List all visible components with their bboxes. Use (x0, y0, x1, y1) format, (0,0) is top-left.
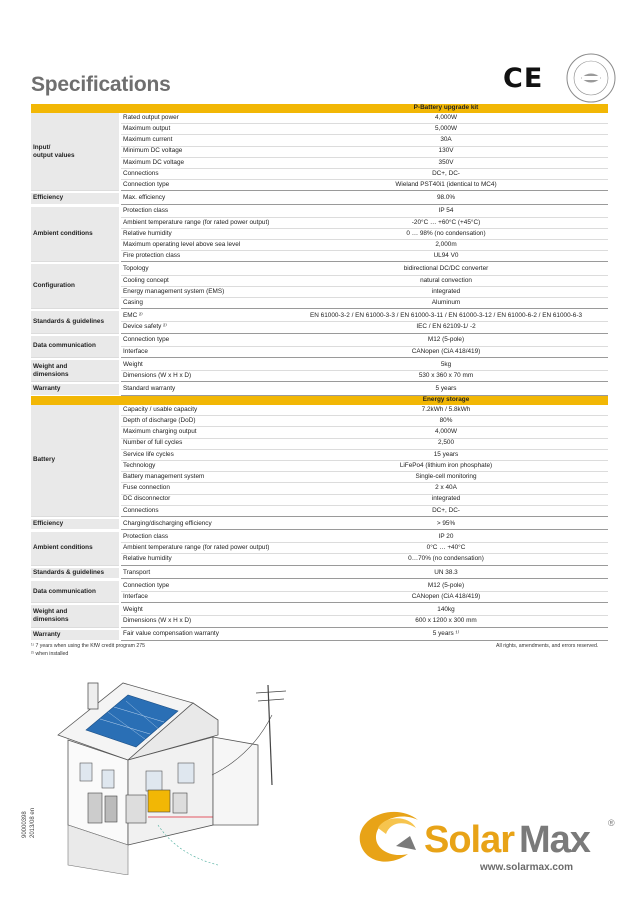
table-row (31, 405, 608, 416)
parameter-label: Number of full cycles (120, 438, 284, 449)
category-label (31, 311, 120, 333)
parameter-label: Maximum DC voltage (120, 157, 284, 168)
category-label-line: Warranty (33, 630, 61, 638)
parameter-value: 0°C … +40°C (284, 543, 608, 554)
parameter-value: M12 (5-pole) (284, 581, 608, 592)
category-label-line: Ambient conditions (33, 544, 93, 552)
category-label (31, 113, 120, 191)
parameter-value: 80% (284, 416, 608, 427)
category-label (31, 605, 120, 627)
parameter-value: > 95% (284, 519, 608, 530)
table-row (31, 311, 608, 322)
footnote-1: ¹⁾ 7 years when using the KfW credit program 275 (31, 643, 146, 649)
parameter-value: CANopen (CiA 418/419) (284, 346, 608, 357)
parameter-label: Device safety ²⁾ (120, 322, 284, 333)
parameter-label: Ambient temperature range (for rated power output) (120, 217, 284, 228)
parameter-value: 600 x 1200 x 300 mm (284, 616, 608, 627)
parameter-value: integrated (284, 494, 608, 505)
parameter-label: Maximum charging output (120, 427, 284, 438)
parameter-label: Casing (120, 298, 284, 309)
parameter-value: -20°C … +60°C (+45°C) (284, 217, 608, 228)
parameter-label: Rated output power (120, 113, 284, 124)
solarmax-logo (356, 806, 618, 868)
parameter-value: 5,000W (284, 124, 608, 135)
table-row (31, 264, 608, 275)
rights-notice: All rights, amendments, and errors reserved. (496, 643, 599, 649)
parameter-label: Connections (120, 505, 284, 516)
category-label-line: Data communication (33, 342, 96, 350)
parameter-label: Interface (120, 346, 284, 357)
category-label (31, 519, 120, 530)
parameter-label: DC disconnector (120, 494, 284, 505)
parameter-label: Relative humidity (120, 228, 284, 239)
specs-table-energy-storage (31, 396, 608, 641)
table-header-title: P-Battery upgrade kit (284, 104, 608, 113)
parameter-label: Cooling concept (120, 275, 284, 286)
parameter-label: Fuse connection (120, 483, 284, 494)
parameter-label: Dimensions (W x H x D) (120, 371, 284, 382)
parameter-label: Technology (120, 460, 284, 471)
table-header-row (31, 104, 608, 113)
category-label (31, 405, 120, 516)
parameter-label: Service life cycles (120, 449, 284, 460)
parameter-label: Connection type (120, 180, 284, 191)
parameter-value: 15 years (284, 449, 608, 460)
table-row (31, 519, 608, 530)
category-label (31, 568, 120, 579)
parameter-value: 2,000m (284, 240, 608, 251)
category-label-line: Ambient conditions (33, 229, 93, 237)
parameter-value: 5kg (284, 360, 608, 371)
parameter-label: Minimum DC voltage (120, 146, 284, 157)
parameter-label: Maximum output (120, 124, 284, 135)
table-header-row (31, 396, 608, 405)
parameter-value: 2 x 40A (284, 483, 608, 494)
document-reference (22, 808, 37, 838)
header-cell-empty (120, 104, 284, 113)
parameter-label: Depth of discharge (DoD) (120, 416, 284, 427)
category-label-line: Warranty (33, 385, 61, 393)
parameter-value: 5 years (284, 384, 608, 395)
category-label-line: Weight and (33, 362, 68, 370)
parameter-value: 4,000W (284, 427, 608, 438)
parameter-value: 0…70% (no condensation) (284, 554, 608, 565)
parameter-value: IP 20 (284, 532, 608, 543)
category-label (31, 532, 120, 565)
parameter-value: bidirectional DC/DC converter (284, 264, 608, 275)
parameter-value: IP 54 (284, 207, 608, 218)
ce-mark: CE (503, 63, 544, 94)
parameter-label: Standard warranty (120, 384, 284, 395)
parameter-value: Wieland PST40i1 (identical to MC4) (284, 180, 608, 191)
parameter-value: 4,000W (284, 113, 608, 124)
table-row (31, 605, 608, 616)
parameter-value: CANopen (CiA 418/419) (284, 592, 608, 603)
category-label-line: Efficiency (33, 519, 64, 527)
parameter-label: Energy management system (EMS) (120, 286, 284, 297)
table-row (31, 568, 608, 579)
website-url: www.solarmax.com (480, 862, 573, 873)
footnote-2: ²⁾ when installed (31, 651, 69, 657)
parameter-value: IEC / EN 62109-1/ -2 (284, 322, 608, 333)
parameter-label: Ambient temperature range (for rated power output) (120, 543, 284, 554)
table-row (31, 581, 608, 592)
table-header-title: Energy storage (284, 396, 608, 405)
category-label (31, 581, 120, 603)
parameter-value: Aluminum (284, 298, 608, 309)
parameter-label: Dimensions (W x H x D) (120, 616, 284, 627)
parameter-label: Fair value compensation warranty (120, 630, 284, 641)
page-title: Specifications (31, 73, 171, 96)
parameter-label: Weight (120, 360, 284, 371)
table-row (31, 193, 608, 204)
parameter-label: Connections (120, 168, 284, 179)
category-label-line: Input/ (33, 143, 51, 151)
table-row (31, 113, 608, 124)
parameter-label: Transport (120, 568, 284, 579)
category-label-line: dimensions (33, 615, 69, 623)
category-label-line: dimensions (33, 370, 69, 378)
parameter-value: 7.2kWh / 5.8kWh (284, 405, 608, 416)
specs-table-battery-kit (31, 104, 608, 396)
table-row (31, 336, 608, 347)
parameter-label: Topology (120, 264, 284, 275)
category-label-line: Standards & guidelines (33, 568, 105, 576)
parameter-value: 530 x 360 x 70 mm (284, 371, 608, 382)
category-label-line: output values (33, 151, 75, 159)
category-label (31, 630, 120, 641)
table-row (31, 360, 608, 371)
category-label (31, 193, 120, 204)
parameter-value: EN 61000-3-2 / EN 61000-3-3 / EN 61000-3-11 / EN 61000-3-12 / EN 61000-6-2 / EN 61000-6-3 (284, 311, 608, 322)
parameter-value: 140kg (284, 605, 608, 616)
parameter-value: UL94 V0 (284, 251, 608, 262)
document-number: 90000398 (22, 811, 28, 838)
parameter-value: 98.0% (284, 193, 608, 204)
parameter-label: Battery management system (120, 472, 284, 483)
parameter-label: Weight (120, 605, 284, 616)
parameter-value: M12 (5-pole) (284, 336, 608, 347)
svg-text:®: ® (608, 818, 615, 828)
house-installation-illustration (28, 675, 298, 875)
parameter-value: LiFePo4 (lithium iron phosphate) (284, 460, 608, 471)
svg-text:Max: Max (519, 819, 590, 861)
parameter-value: DC+, DC- (284, 505, 608, 516)
table-row (31, 630, 608, 641)
header-cell-empty (120, 396, 284, 405)
parameter-label: Maximum operating level above sea level (120, 240, 284, 251)
parameter-value: 2,500 (284, 438, 608, 449)
parameter-label: EMC ²⁾ (120, 311, 284, 322)
parameter-label: Capacity / usable capacity (120, 405, 284, 416)
parameter-value: 350V (284, 157, 608, 168)
parameter-label: Protection class (120, 532, 284, 543)
document-date: 2013/08 en (29, 807, 36, 838)
certified-product-seal-icon (565, 52, 617, 104)
parameter-label: Maximum current (120, 135, 284, 146)
parameter-label: Relative humidity (120, 554, 284, 565)
parameter-label: Connection type (120, 336, 284, 347)
header-cell-empty (31, 396, 120, 405)
header-cell-empty (31, 104, 120, 113)
category-label (31, 207, 120, 262)
parameter-label: Max. efficiency (120, 193, 284, 204)
parameter-value: natural convection (284, 275, 608, 286)
parameter-value: DC+, DC- (284, 168, 608, 179)
parameter-value: UN 38.3 (284, 568, 608, 579)
parameter-label: Protection class (120, 207, 284, 218)
category-label (31, 360, 120, 382)
category-label-line: Efficiency (33, 194, 64, 202)
category-label-line: Standards & guidelines (33, 317, 105, 325)
parameter-label: Charging/discharging efficiency (120, 519, 284, 530)
parameter-label: Fire protection class (120, 251, 284, 262)
category-label-line: Configuration (33, 282, 75, 290)
category-label (31, 336, 120, 358)
table-row (31, 207, 608, 218)
parameter-value: 5 years ¹⁾ (284, 630, 608, 641)
parameter-value: integrated (284, 286, 608, 297)
category-label-line: Battery (33, 456, 56, 464)
category-label-line: Data communication (33, 587, 96, 595)
svg-text:Solar: Solar (424, 819, 515, 861)
category-label-line: Weight and (33, 607, 68, 615)
category-label (31, 384, 120, 395)
parameter-label: Interface (120, 592, 284, 603)
table-row (31, 532, 608, 543)
parameter-value: Single-cell monitoring (284, 472, 608, 483)
parameter-label: Connection type (120, 581, 284, 592)
table-row (31, 384, 608, 395)
parameter-value: 0 … 98% (no condensation) (284, 228, 608, 239)
parameter-value: 30A (284, 135, 608, 146)
parameter-value: 130V (284, 146, 608, 157)
category-label (31, 264, 120, 308)
